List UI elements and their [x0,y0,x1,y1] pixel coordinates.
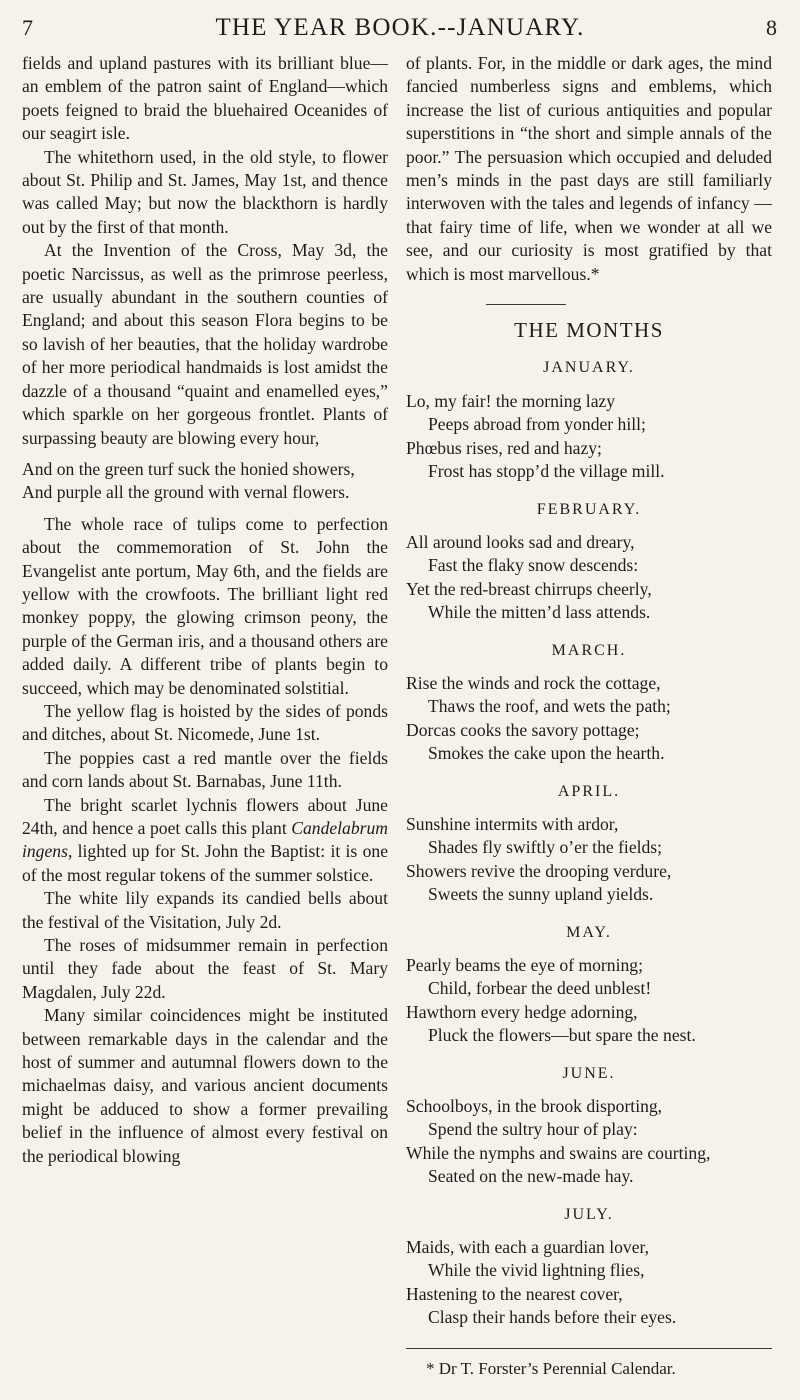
paragraph: The poppies cast a red mantle over the fields and corn lands about St. Barnabas, June 11th. [22,747,388,792]
running-header [22,14,778,44]
paragraph: The yellow flag is hoisted by the sides of ponds and ditches, about St. Nicomede, June 1st. [22,700,388,745]
right-column [406,52,772,1380]
month-stanza [406,498,772,625]
month-heading: JUNE. [562,1064,616,1082]
stanza-lines [406,1236,772,1330]
verse-line: Spend the sultry hour of play: [428,1119,638,1140]
verse-line: Hawthorn every hedge adorning, [406,1001,638,1022]
section-title: THE MONTHS [514,318,664,343]
verse-line: Clasp their hands before their eyes. [428,1307,677,1328]
text-run: , lighted up for St. John the Baptist: it is one of the most regular tokens of the summer solstice. [22,841,388,885]
stanza-lines [406,531,772,625]
verse-line: Maids, with each a guardian lover, [406,1237,650,1258]
italic-latin-name: Candelabrum ingens [22,818,388,862]
verse-line: Smokes the cake upon the hearth. [428,743,665,764]
verse-line: Thaws the roof, and wets the path; [428,696,671,717]
verse-line: Rise the winds and rock the cottage, [406,672,661,693]
verse-line: Sweets the sunny upland yields. [428,884,654,905]
verse-line: Schoolboys, in the brook disporting, [406,1096,663,1117]
stanza-lines [406,1095,772,1189]
verse-line: Seated on the new-made hay. [428,1166,634,1187]
verse-line: Yet the red-breast chirrups cheerly, [406,578,652,599]
footnote: * Dr T. Forster’s Perennial Calendar. [426,1358,676,1378]
left-column [22,52,388,1168]
stanza-lines [406,954,772,1048]
verse-line: While the nymphs and swains are courting, [406,1142,711,1163]
paragraph: of plants. For, in the middle or dark ages, the mind fancied numberless signs and emblems, which increase the list of curious antiquities and popular superstitions in “the short and simple annals of the poor.” The persuasion which occupied and deluded men’s minds in the past days are still familiarly interwoven with the tales and legends of infancy —that fairy time of life, when we wonder at all we see, and our curiosity is most gratified by that which is most marvellous.* [406,53,772,284]
paragraph: At the Invention of the Cross, May 3d, the poetic Narcissus, as well as the primrose peerless, are usually abundant in the southern counties of England; and about this season Flora begins to be so lavish of her beauties, that the holiday wardrobe of her more periodical handmaids is lost amidst the dazzle of a thousand “quaint and enamelled eyes,” which sparkle on her gorgeous frontlet. Plants of surpassing beauty are blowing every hour, [22,240,388,448]
verse-line: Shades fly swiftly o’er the fields; [428,837,663,858]
paragraph: fields and upland pastures with its brilliant blue—an emblem of the patron saint of England—which poets feigned to braid the bluehaired Oceanides of our seagirt isle. [22,53,388,144]
verse-line: Fast the flaky snow descends: [428,555,639,576]
verse-quote [22,458,388,505]
running-title: THE YEAR BOOK.--JANUARY. [215,14,585,41]
left-page-number: 7 [22,15,34,40]
verse-line: Showers revive the drooping verdure, [406,860,672,881]
months-poem [406,356,772,1329]
paragraph: Many similar coincidences might be instituted between remarkable days in the calendar and the host of summer and autumnal flowers down to the michaelmas daisy, and various ancient documents might be adduced to show a former prevailing belief in the influence of almost every festival on the periodical blowing [22,1005,388,1166]
month-heading: JANUARY. [543,359,635,377]
verse-line: Peeps abroad from yonder hill; [428,414,646,435]
footnote-divider [406,1348,772,1349]
month-stanza [406,1062,772,1189]
paragraph: The whitethorn used, in the old style, to flower about St. Philip and St. James, May 1st, and thence was called May; but now the blackthorn is hardly out by the first of that month. [22,146,388,237]
month-stanza [406,921,772,1048]
section-divider [486,304,566,305]
verse-line: Phœbus rises, red and hazy; [406,437,602,458]
verse-line: Pluck the flowers—but spare the nest. [428,1025,696,1046]
verse-line: While the mitten’d lass attends. [428,602,651,623]
stanza-lines [406,390,772,484]
verse-line: Pearly beams the eye of morning; [406,955,643,975]
text-run: The bright scarlet lychnis flowers about June 24th, and hence a poet calls this plant [22,794,388,838]
stanza-lines [406,672,772,766]
verse-line: Frost has stopp’d the village mill. [428,461,665,482]
stanza-lines [406,813,772,907]
month-heading: MARCH. [551,641,627,659]
paragraph: The roses of midsummer remain in perfection until they fade about the feast of St. Mary Magdalen, July 22d. [22,935,388,1002]
verse-line: Child, forbear the deed unblest! [428,978,652,999]
paragraph: The white lily expands its candied bells about the festival of the Visitation, July 2d. [22,888,388,932]
paragraph [22,794,388,888]
quote-line: And purple all the ground with vernal flowers. [22,482,350,503]
month-heading: APRIL. [557,782,621,800]
verse-line: Hastening to the nearest cover, [406,1283,623,1304]
month-stanza [406,356,772,483]
right-page-number: 8 [766,15,778,40]
month-heading: FEBRUARY. [536,500,642,518]
month-heading: MAY. [566,923,612,941]
month-stanza [406,780,772,907]
quote-line: And on the green turf suck the honied showers, [22,458,355,479]
verse-line: While the vivid lightning flies, [428,1260,645,1281]
paragraph: The whole race of tulips come to perfection about the commemoration of St. John the Evangelist ante portum, May 6th, and the fields are yellow with the crowfoots. The brilliant light red monkey poppy, the glowing crimson peony, the purple of the German iris, and a thousand others are added daily. A different tribe of plants begin to succeed, which may be denominated solstitial. [22,513,388,698]
month-stanza [406,1203,772,1330]
verse-line: Sunshine intermits with ardor, [406,813,619,834]
verse-line: Dorcas cooks the savory pottage; [406,719,640,740]
verse-line: All around looks sad and dreary, [406,531,635,552]
month-heading: JULY. [564,1205,614,1223]
month-stanza [406,639,772,766]
verse-line: Lo, my fair! the morning lazy [406,390,616,411]
